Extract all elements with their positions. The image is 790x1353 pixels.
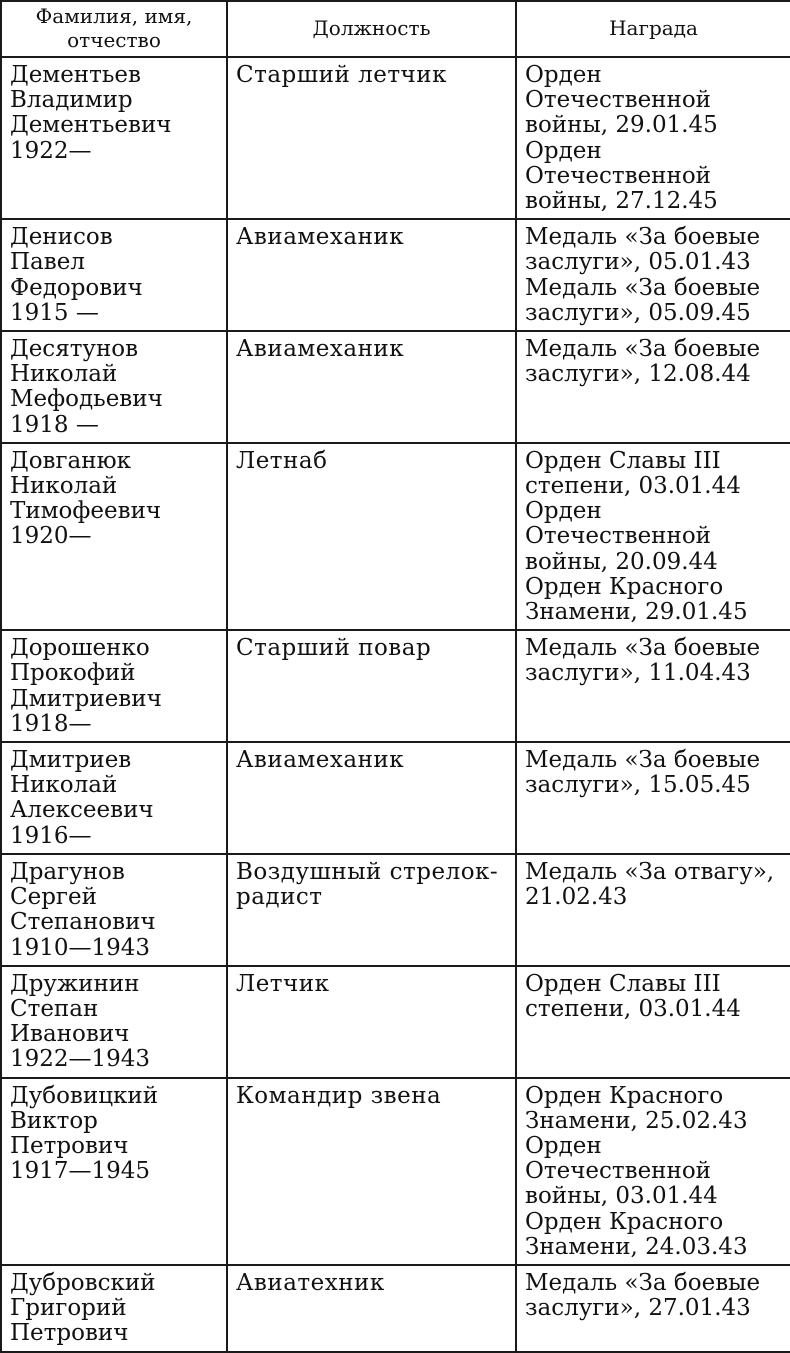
table-body	[1, 57, 790, 1352]
name-line: Дементьевич	[10, 112, 172, 139]
award-line: степени, 03.01.44	[525, 473, 741, 500]
name-line: Виктор	[10, 1107, 98, 1134]
name-line: Сергей	[10, 884, 97, 911]
name-line: Николай	[10, 473, 118, 500]
award-line: Отечественной	[525, 523, 712, 550]
table-row	[1, 630, 790, 742]
name-line: 1922—1943	[10, 1046, 151, 1073]
name-line: Дружинин	[10, 970, 140, 997]
name-line: Петрович	[10, 1320, 129, 1347]
cell-name	[1, 57, 227, 219]
cell-award	[516, 331, 790, 443]
name-line: Павел	[10, 249, 85, 276]
award-line: Медаль «За боевые	[525, 747, 761, 774]
cell-position	[227, 57, 516, 219]
name-line: Дмитриевич	[10, 685, 162, 712]
cell-award	[516, 443, 790, 630]
cell-name	[1, 742, 227, 854]
award-line: Орден Славы III	[525, 970, 721, 997]
cell-award	[516, 630, 790, 742]
name-line: Степан	[10, 995, 99, 1022]
table-row	[1, 219, 790, 331]
name-line: Дмитриев	[10, 747, 132, 774]
cell-award	[516, 742, 790, 854]
cell-position	[227, 854, 516, 966]
name-line: Дорошенко	[10, 635, 150, 662]
award-line: войны, 27.12.45	[525, 188, 718, 215]
table-row	[1, 742, 790, 854]
cell-position	[227, 742, 516, 854]
name-line: Денисов	[10, 224, 113, 251]
name-line: Иванович	[10, 1021, 130, 1048]
name-line: Довганюк	[10, 447, 131, 474]
award-line: Орден	[525, 1132, 602, 1159]
cell-position	[227, 1078, 516, 1265]
name-line: Владимир	[10, 87, 133, 114]
award-line: Отечественной	[525, 162, 712, 189]
table-row	[1, 331, 790, 443]
award-line: Медаль «За боевые	[525, 274, 761, 301]
cell-name	[1, 1078, 227, 1265]
award-line: Орден Красного	[525, 1208, 724, 1235]
cell-name	[1, 966, 227, 1078]
award-line: заслуги», 05.01.43	[525, 249, 751, 276]
position-line: Летнаб	[236, 447, 328, 474]
cell-name	[1, 1265, 227, 1352]
cell-name	[1, 219, 227, 331]
name-line: Дубовицкий	[10, 1082, 159, 1109]
award-line: войны, 20.09.44	[525, 548, 718, 575]
position-line: Авиатехник	[236, 1269, 385, 1296]
cell-award	[516, 1265, 790, 1352]
name-line: Дубровский	[10, 1269, 156, 1296]
cell-position	[227, 219, 516, 331]
position-line: Авиамеханик	[236, 224, 405, 251]
name-line: Дементьев	[10, 62, 141, 88]
position-line: Авиамеханик	[236, 336, 405, 363]
award-line: Отечественной	[525, 87, 712, 114]
award-line: заслуги», 11.04.43	[525, 660, 751, 687]
table-row	[1, 57, 790, 219]
name-line: Николай	[10, 361, 118, 388]
cell-position	[227, 630, 516, 742]
award-line: Медаль «За боевые	[525, 635, 761, 662]
award-line: Орден	[525, 498, 602, 525]
cell-position	[227, 443, 516, 630]
award-line: Знамени, 24.03.43	[525, 1233, 748, 1260]
award-line: заслуги», 27.01.43	[525, 1295, 751, 1322]
name-line: Алексеевич	[10, 797, 154, 824]
table-row	[1, 1265, 790, 1352]
cell-name	[1, 630, 227, 742]
position-line: Авиамеханик	[236, 747, 405, 774]
name-line: Степанович	[10, 909, 156, 936]
cell-name	[1, 854, 227, 966]
award-line: Медаль «За боевые	[525, 336, 761, 363]
name-line: Прокофий	[10, 660, 136, 687]
cell-award	[516, 966, 790, 1078]
position-line: Старший летчик	[236, 62, 447, 88]
award-line: войны, 03.01.44	[525, 1183, 718, 1210]
name-line: Тимофеевич	[10, 498, 162, 525]
table-row	[1, 966, 790, 1078]
award-line: Знамени, 29.01.45	[525, 599, 748, 626]
name-line: Федорович	[10, 274, 143, 301]
header-position: Должность	[227, 1, 516, 57]
name-line: 1918—	[10, 710, 92, 737]
cell-name	[1, 331, 227, 443]
award-line: Орден Красного	[525, 1082, 724, 1109]
award-line: Орден Славы III	[525, 447, 721, 474]
name-line: Мефодьевич	[10, 386, 163, 413]
cell-award	[516, 57, 790, 219]
header-award: Награда	[516, 1, 790, 57]
position-line: радист	[236, 884, 323, 911]
cell-award	[516, 854, 790, 966]
name-line: 1922—	[10, 137, 92, 164]
position-line: Старший повар	[236, 635, 432, 662]
award-line: Отечественной	[525, 1158, 712, 1185]
cell-award	[516, 1078, 790, 1265]
award-line: войны, 29.01.45	[525, 112, 718, 139]
name-line: 1917—1945	[10, 1158, 151, 1185]
award-line: 21.02.43	[525, 884, 628, 911]
name-line: Петрович	[10, 1132, 129, 1159]
position-line: Воздушный стрелок-	[236, 858, 499, 885]
position-line: Командир звена	[236, 1082, 442, 1109]
cell-award	[516, 219, 790, 331]
award-line: Медаль «За боевые	[525, 224, 761, 251]
award-line: заслуги», 15.05.45	[525, 772, 751, 799]
award-line: заслуги», 12.08.44	[525, 361, 751, 388]
cell-position	[227, 1265, 516, 1352]
table-row	[1, 1078, 790, 1265]
table-row	[1, 854, 790, 966]
award-line: Орден Красного	[525, 573, 724, 600]
header-name: Фамилия, имя, отчество	[1, 1, 227, 57]
cell-position	[227, 966, 516, 1078]
cell-name	[1, 443, 227, 630]
name-line: Драгунов	[10, 858, 125, 885]
table-header	[1, 1, 790, 57]
name-line: 1918 —	[10, 411, 99, 438]
award-line: Орден	[525, 137, 602, 164]
award-line: Знамени, 25.02.43	[525, 1107, 748, 1134]
name-line: Николай	[10, 772, 118, 799]
name-line: 1916—	[10, 822, 92, 849]
award-line: Орден	[525, 62, 602, 88]
position-line: Летчик	[236, 970, 330, 997]
award-line: Медаль «За отвагу»,	[525, 858, 775, 885]
name-line: 1910—1943	[10, 934, 151, 961]
name-line: 1920—	[10, 523, 92, 550]
cell-position	[227, 331, 516, 443]
award-line: Медаль «За боевые	[525, 1269, 761, 1296]
header-row	[1, 1, 790, 57]
table-row	[1, 443, 790, 630]
name-line: Григорий	[10, 1295, 127, 1322]
award-line: степени, 03.01.44	[525, 995, 741, 1022]
name-line: 1915 —	[10, 299, 99, 326]
name-line: Десятунов	[10, 336, 139, 363]
award-line: заслуги», 05.09.45	[525, 299, 751, 326]
